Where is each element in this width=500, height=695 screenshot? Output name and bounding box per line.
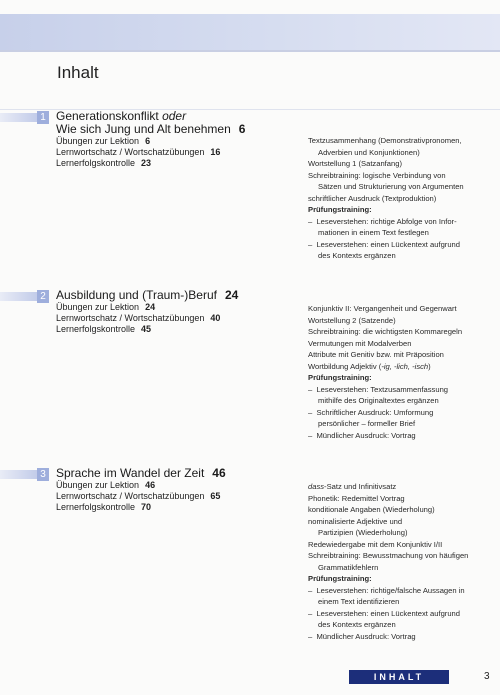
topic-bullet: – Mündlicher Ausdruck: Vortrag <box>308 430 416 440</box>
sub-label: Lernerfolgskontrolle <box>56 158 136 168</box>
topic-text: ) <box>428 361 431 371</box>
topic-line <box>308 481 488 493</box>
topic-bullet: – Leseverstehen: richtige Abfolge von Infor- <box>308 216 457 226</box>
topic-line: persönlicher – formeller Brief <box>318 419 416 428</box>
chapter-page: 6 <box>238 122 246 136</box>
topic-line: Phonetik: Redemittel Vortrag <box>308 493 405 503</box>
sub-entry[interactable] <box>56 491 296 502</box>
topic-text: Schriftlicher Ausdruck: Umformung <box>316 407 434 417</box>
sub-page: 23 <box>141 158 152 168</box>
sub-entry[interactable] <box>56 158 296 169</box>
topic-list <box>308 481 488 642</box>
topic-text: Mündlicher Ausdruck: Vortrag <box>316 631 416 641</box>
chapter-title[interactable] <box>56 289 286 302</box>
topic-text: Leseverstehen: richtige/falsche Aussagen in <box>316 585 465 595</box>
topic-bullet: – Leseverstehen: Textzusammenfassung <box>308 384 449 394</box>
sub-label: Lernwortschatz / Wortschatzübungen <box>56 491 205 501</box>
sub-entry[interactable] <box>56 136 296 147</box>
topic-line: mationen in einem Text festlegen <box>318 228 429 237</box>
topic-line: mithilfe des Originaltextes ergänzen <box>318 396 439 405</box>
topic-line: Wortstellung 2 (Satzende) <box>308 315 396 325</box>
topic-line: des Kontexts ergänzen <box>318 620 396 629</box>
topic-bullet: – Leseverstehen: richtige/falsche Aussagen in <box>308 585 465 595</box>
topic-line: schriftlicher Ausdruck (Textproduktion) <box>308 193 437 203</box>
sub-page: 40 <box>210 313 221 323</box>
sub-entry[interactable] <box>56 313 296 324</box>
topic-line: Redewiedergabe mit dem Konjunktiv I/II <box>308 539 443 549</box>
sub-page: 45 <box>141 324 152 334</box>
topic-line: Vermutungen mit Modalverben <box>308 338 412 348</box>
sub-page: 70 <box>141 502 152 512</box>
topic-line: Partizipien (Wiederholung) <box>318 528 408 537</box>
topic-italic: -ig, -lich, -isch <box>381 361 429 371</box>
sub-label: Lernwortschatz / Wortschatzübungen <box>56 313 205 323</box>
sub-page: 24 <box>145 302 156 312</box>
topic-text: Leseverstehen: einen Lückentext aufgrund <box>316 608 460 618</box>
topic-text: -Satz und Infinitivsatz <box>324 482 397 491</box>
topic-text: Wortbildung Adjektiv ( <box>308 361 382 371</box>
topic-text: Leseverstehen: einen Lückentext aufgrund <box>316 239 460 249</box>
topic-italic: dass <box>308 482 325 491</box>
chapter-title-line2: Wie sich Jung und Alt benehmen <box>56 122 231 136</box>
topic-line: nominalisierte Adjektive und <box>308 516 403 526</box>
topic-line: Adverbien und Konjunktionen) <box>318 147 420 157</box>
sub-label: Übungen zur Lektion <box>56 136 140 146</box>
sub-entry[interactable] <box>56 302 296 313</box>
page-title: Inhalt <box>57 63 99 82</box>
header-divider <box>0 50 500 52</box>
topic-line: Textzusammenhang (Demonstrativpronomen, <box>308 136 462 145</box>
topic-line: Schreibtraining: logische Verbindung von <box>308 170 446 180</box>
topic-line: des Kontexts ergänzen <box>318 251 396 260</box>
sub-entry[interactable] <box>56 480 296 491</box>
sub-label: Lernwortschatz / Wortschatzübungen <box>56 147 205 157</box>
page-number: 3 <box>484 671 490 682</box>
topic-bullet: – Schriftlicher Ausdruck: Umformung <box>308 407 434 417</box>
sub-entry[interactable] <box>56 147 296 158</box>
topic-line: Wortstellung 1 (Satzanfang) <box>308 159 402 168</box>
chapter-number: 1 <box>37 111 49 124</box>
header-band <box>0 14 500 50</box>
topic-line: einem Text identifizieren <box>318 597 400 606</box>
topic-heading: Prüfungstraining: <box>308 574 372 583</box>
chapter-title[interactable] <box>56 110 286 136</box>
sub-label: Übungen zur Lektion <box>56 480 140 490</box>
chapter-title-part1: Generationskonflikt <box>56 109 163 123</box>
sub-entry[interactable] <box>56 324 296 335</box>
topic-line: Schreibtraining: Bewusstmachung von häufigen <box>308 551 469 560</box>
chapter-number: 2 <box>37 290 49 303</box>
topic-list <box>308 303 488 441</box>
sub-page: 6 <box>145 136 151 146</box>
topic-text: Mündlicher Ausdruck: Vortrag <box>316 430 416 440</box>
topic-line: Sätzen und Strukturierung von Argumenten <box>318 182 464 191</box>
sub-label: Lernerfolgskontrolle <box>56 502 136 512</box>
topic-line: Konjunktiv II: Vergangenheit und Gegenwart <box>308 304 457 313</box>
topic-bullet: – Leseverstehen: einen Lückentext aufgrund <box>308 239 460 249</box>
sub-page: 65 <box>210 491 221 501</box>
topic-text: Leseverstehen: richtige Abfolge von Infor- <box>316 216 457 226</box>
topic-text: Leseverstehen: Textzusammenfassung <box>316 384 449 394</box>
topic-line <box>308 361 488 373</box>
sub-entry[interactable] <box>56 502 296 513</box>
sub-page: 16 <box>210 147 221 157</box>
topic-heading: Prüfungstraining: <box>308 205 372 214</box>
chapter-title-text: Sprache im Wandel der Zeit <box>56 466 205 480</box>
topic-list <box>308 135 488 262</box>
footer-section-label: INHALT <box>349 670 449 684</box>
topic-line: konditionale Angaben (Wiederholung) <box>308 505 435 514</box>
chapter-title-text: Ausbildung und (Traum-)Beruf <box>56 288 217 302</box>
chapter-title-italic: oder <box>162 109 187 123</box>
chapter-number: 3 <box>37 468 49 481</box>
sub-label: Lernerfolgskontrolle <box>56 324 136 334</box>
topic-line: Grammatikfehlern <box>318 562 379 572</box>
chapter-title[interactable] <box>56 467 286 480</box>
topic-bullet: – Mündlicher Ausdruck: Vortrag <box>308 631 416 641</box>
topic-bullet: – Leseverstehen: einen Lückentext aufgrund <box>308 608 460 618</box>
sub-label: Übungen zur Lektion <box>56 302 140 312</box>
topic-heading: Prüfungstraining: <box>308 373 372 382</box>
topic-line: Attribute mit Genitiv bzw. mit Präposition <box>308 350 444 359</box>
topic-line: Schreibtraining: die wichtigsten Kommaregeln <box>308 327 463 336</box>
chapter-page: 24 <box>224 288 239 302</box>
sub-page: 46 <box>145 480 156 490</box>
chapter-page: 46 <box>212 466 226 480</box>
